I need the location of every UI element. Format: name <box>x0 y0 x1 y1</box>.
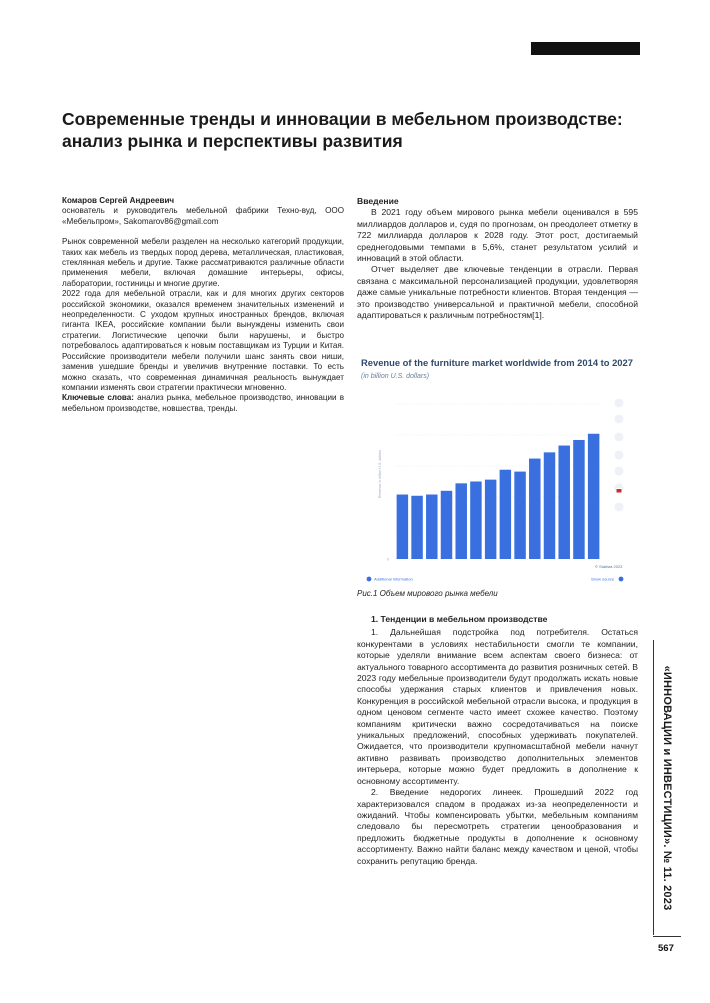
info-icon[interactable] <box>367 577 372 582</box>
title-line-1: Современные тренды и инновации в мебельном производстве: <box>62 109 623 129</box>
chart-bar-2026[interactable] <box>573 440 584 559</box>
chart-subtitle: (in billion U.S. dollars) <box>361 373 430 380</box>
print-icon[interactable] <box>615 503 624 512</box>
chart-credit: © Statista 2023 <box>595 564 623 569</box>
chart-bar-2018[interactable] <box>455 483 466 559</box>
chart-bar-2023[interactable] <box>529 459 540 559</box>
chart-y-axis-label: Revenue in billion U.S. dollars <box>378 450 382 498</box>
chart-bar-2016[interactable] <box>426 495 437 559</box>
chart-toolbar <box>615 399 624 512</box>
author-affiliation: основатель и руководитель мебельной фабрики Техно-вуд, ООО «Мебельпром», Sakomarov86@gmail.com <box>62 206 344 226</box>
source-icon[interactable] <box>619 577 624 582</box>
intro-paragraph-2: Отчет выделяет две ключевые тенденции в отрасли. Первая связана с максимальной персонализацией продукции, удовлетворяя даже самые уникальные потребности клиентов. Вторая тенденция — это производство универсальной и практичной мебели, способной адаптироваться к различным потребностям[1]. <box>357 264 638 321</box>
section-trends-heading: 1. Тенденции в мебельном производстве <box>371 614 548 624</box>
keywords-label: Ключевые слова: <box>62 393 134 403</box>
chart-bar-2024[interactable] <box>544 452 555 559</box>
trend-paragraph-1: 1. Дальнейшая подстройка под потребителя. Остаться конкурентами в условиях нестабильности смогли те компании, которые уделяли внимание всем аспектам своего бизнеса: от актуального товарного ассортимента до развития розничных сетей. В 2023 году мебельные производители будут продолжать искать новые способы удержания старых клиентов и привлечения новых. Конкуренция в российской мебельной отрасли высока, и продукция в одном ценовом сегменте часто имеет схожее качество. Поэтому компаниям критически важно сосредотачиваться на поиске уникальных предложений, способных удерживать покупателей. Ожидается, что производители крупномасштабной мебели начнут активно развивать производство дополнительных элементов интерьера, которые можно будет предложить в дополнение к основному ассортименту. <box>357 627 638 786</box>
title-line-2: анализ рынка и перспективы развития <box>62 131 403 151</box>
chart-bar-2022[interactable] <box>514 472 525 559</box>
chart-bar-2020[interactable] <box>485 480 496 559</box>
author-name: Комаров Сергей Андреевич <box>62 196 175 205</box>
additional-information-link[interactable]: Additional Information <box>374 576 413 582</box>
chart-bar-2025[interactable] <box>558 446 569 559</box>
share-icon[interactable] <box>615 467 624 476</box>
keywords-text: анализ рынка, мебельное производство, инновации в мебельном производстве, новшества, тренды. <box>62 393 344 413</box>
margin-vertical-rule <box>653 640 654 935</box>
chart-canvas <box>357 354 632 586</box>
fullscreen-icon[interactable] <box>615 451 624 460</box>
chart-bar-2017[interactable] <box>441 491 452 559</box>
figure-caption: Рис.1 Объем мирового рынка мебели <box>357 589 498 598</box>
intro-paragraph-1: В 2021 году объем мирового рынка мебели оценивался в 595 миллиардов долларов и, судя по прогнозам, он преодолеет отметку в 722 миллиарда долларов к 2028 году. Этот рост, достигаемый среднегодовыми темпами в 5,6%, станет результатом усилий и инноваций в этой области. <box>357 207 638 264</box>
article-title <box>62 108 652 152</box>
keywords <box>62 393 344 414</box>
chart-bar-2021[interactable] <box>500 470 511 559</box>
chart-bar-2027[interactable] <box>588 434 599 559</box>
margin-horizontal-rule <box>653 936 681 937</box>
chart-title: Revenue of the furniture market worldwide from 2014 to 2027 <box>361 357 633 368</box>
abstract-paragraph-1: Рынок современной мебели разделен на несколько категорий продукции, таких как мебель из твердых пород дерева, металлическая, пластиковая, стеклянная мебель и другие. Также рассматриваются различные области применения мебели, включая домашние интерьеры, офисы, лаборатории, гостиницы и многие другие. <box>62 237 344 288</box>
chart-bar-2014[interactable] <box>397 495 408 559</box>
trend-paragraph-2: 2. Введение недорогих линеек. Прошедший 2022 год характеризовался спадом в продажах из-за неопределенности и ожиданий. Чтобы компенсировать убытки, мебельным компаниям следовало бы пересмотреть стратегии ценообразования и предложить бюджетные продукты в дополнение к основному ассортименту. Важно найти баланс между качеством и ценой, чтобы сохранить репутацию бренда. <box>357 787 638 866</box>
chart-bar-2019[interactable] <box>470 482 481 560</box>
chart-bar-2015[interactable] <box>411 496 422 559</box>
star-icon[interactable] <box>615 399 624 408</box>
abstract-paragraph-2: 2022 года для мебельной отрасли, как и для многих других секторов российской экономики, оказался временем значительных изменений и неопределенности. С уходом крупных иностранных брендов, включая гиганта IKEA, российские компании были вынуждены изменить свои стратегии. Логистические цепочки были нарушены, и быстро потребовалось адаптироваться к новым поставщикам из Турции и Китая. Российские производители мебели получили шанс занять свои ниши, заменив ушедшие бренды и увеличив внутренние поставки. То есть можно сказать, что современная динамичная реальность вынуждает компании изменять свои стратегии практически мгновенно. <box>62 289 344 392</box>
journal-running-title: «ИННОВАЦИИ и ИНВЕСТИЦИИ». № 11. 2023 <box>661 665 673 911</box>
intro-heading: Введение <box>357 196 399 206</box>
bell-icon[interactable] <box>615 415 624 424</box>
header-black-bar <box>531 42 640 55</box>
section-trends <box>357 614 638 867</box>
flag-icon-france[interactable] <box>617 489 622 493</box>
page-number: 567 <box>658 943 674 954</box>
revenue-chart <box>357 354 632 586</box>
show-source-link[interactable]: Show source <box>591 576 615 582</box>
intro-section <box>357 196 638 321</box>
author-abstract-column <box>62 196 344 414</box>
gear-icon[interactable] <box>615 433 624 442</box>
chart-y-tick-label: 0 <box>387 557 389 562</box>
